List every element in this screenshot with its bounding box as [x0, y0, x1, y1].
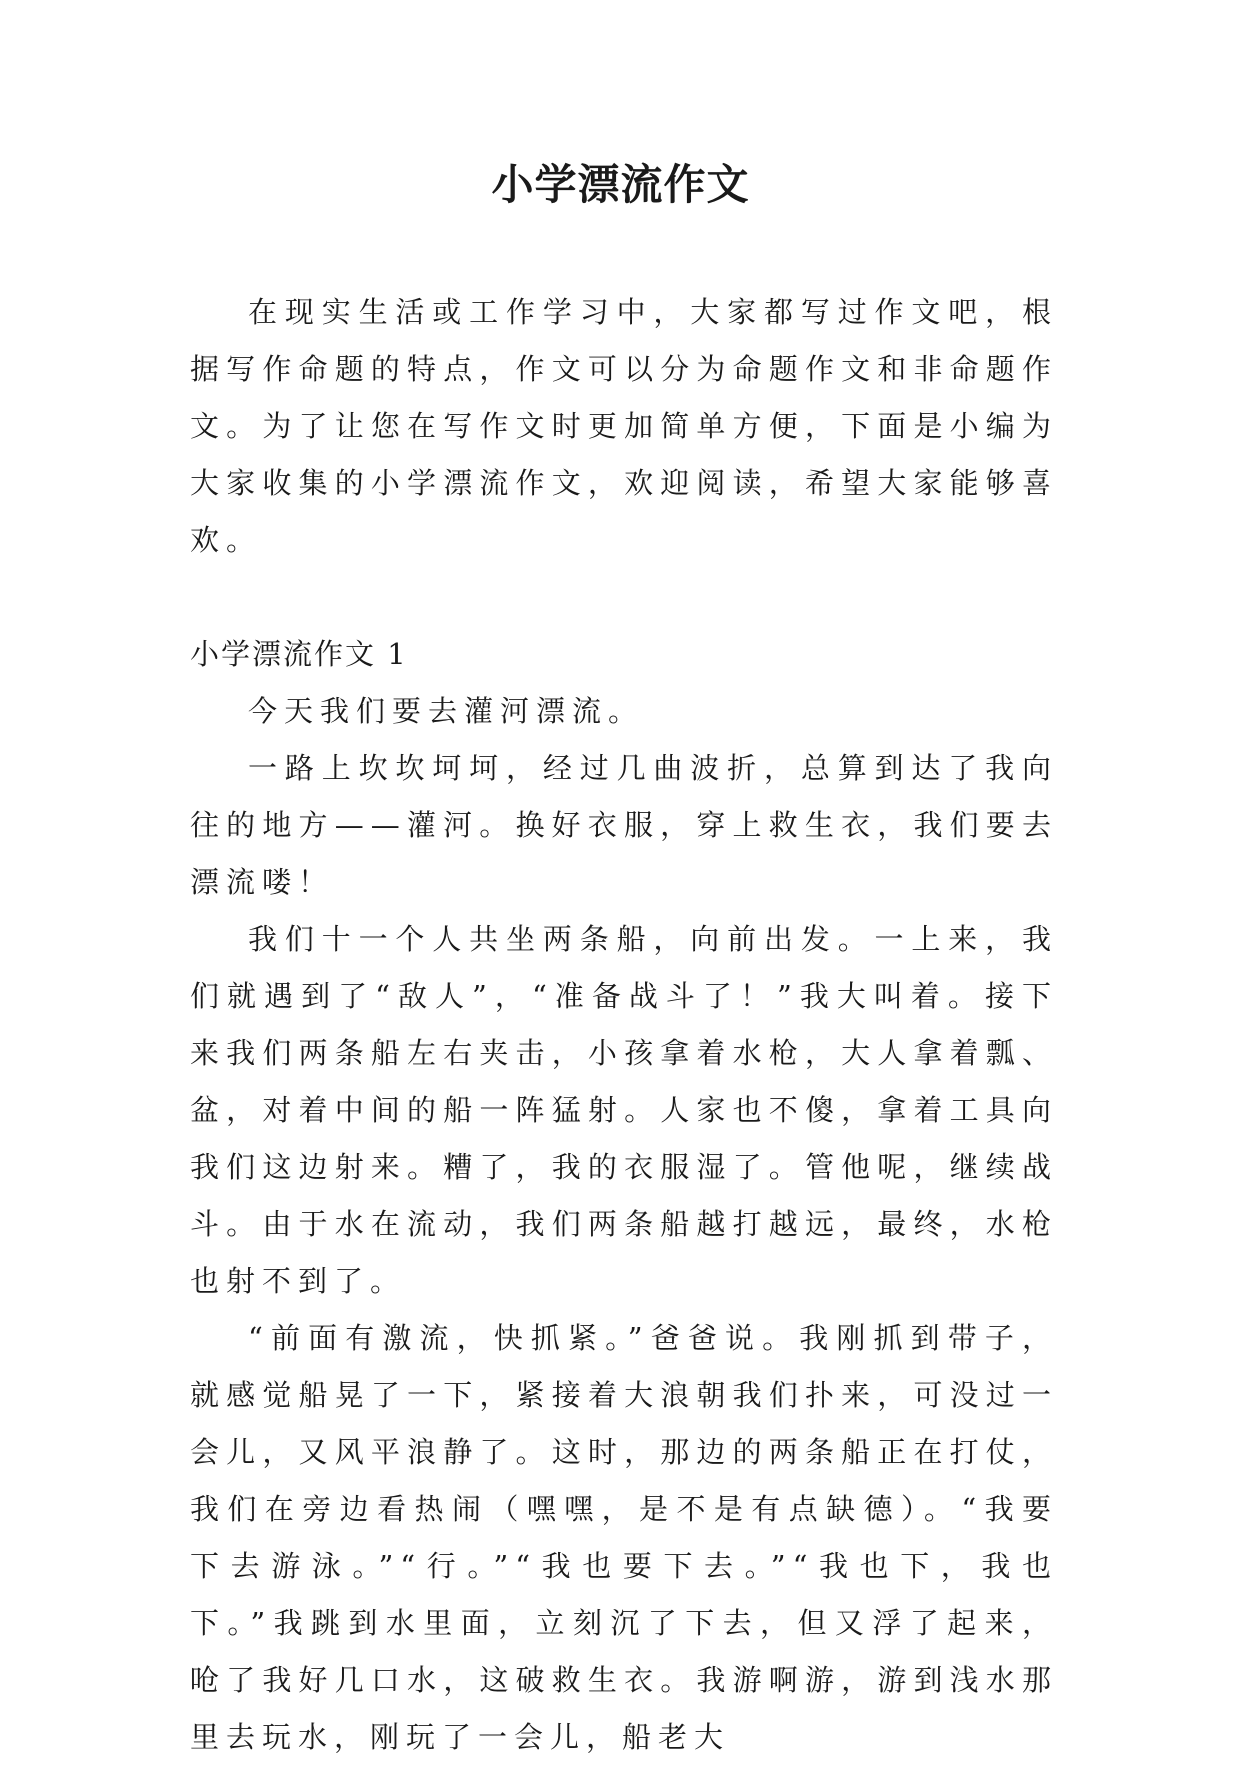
body-paragraph: 我们十一个人共坐两条船，向前出发。一上来，我们就遇到了“敌人”，“准备战斗了！”我大叫着。接下来我们两条船左右夹击，小孩拿着水枪，大人拿着瓢、盆，对着中间的船一阵猛射。人家也不傻，拿着工具向我们这边射来。糟了，我的衣服湿了。管他呢，继续战斗。由于水在流动，我们两条船越打越远，最终，水枪也射不到了。 — [190, 922, 1058, 1298]
document-title: 小学漂流作文 — [491, 160, 750, 209]
body-paragraph: 今天我们要去灌河漂流。 — [248, 694, 645, 728]
section-heading: 小学漂流作文 1 — [190, 637, 408, 671]
body-paragraph: “前面有激流，快抓紧。”爸爸说。我刚抓到带子，就感觉船晃了一下，紧接着大浪朝我们扑来，可没过一会儿，又风平浪静了。这时，那边的两条船正在打仗，我们在旁边看热闹（嘿嘿，是不是有点缺德）。“我要下去游泳。”“行。”“我也要下去。”“我也下，我也下。”我跳到水里面，立刻沉了下去，但又浮了起来，呛了我好几口水，这破救生衣。我游啊游，游到浅水那里去玩水，刚玩了一会儿，船老大 — [190, 1321, 1058, 1754]
intro-paragraph: 在现实生活或工作学习中，大家都写过作文吧，根据写作命题的特点，作文可以分为命题作文和非命题作文。为了让您在写作文时更加简单方便，下面是小编为大家收集的小学漂流作文，欢迎阅读，希望大家能够喜欢。 — [190, 295, 1058, 557]
document-body — [190, 284, 1058, 1766]
body-paragraph: 一路上坎坎坷坷，经过几曲波折，总算到达了我向往的地方——灌河。换好衣服，穿上救生衣，我们要去漂流喽！ — [190, 751, 1058, 899]
